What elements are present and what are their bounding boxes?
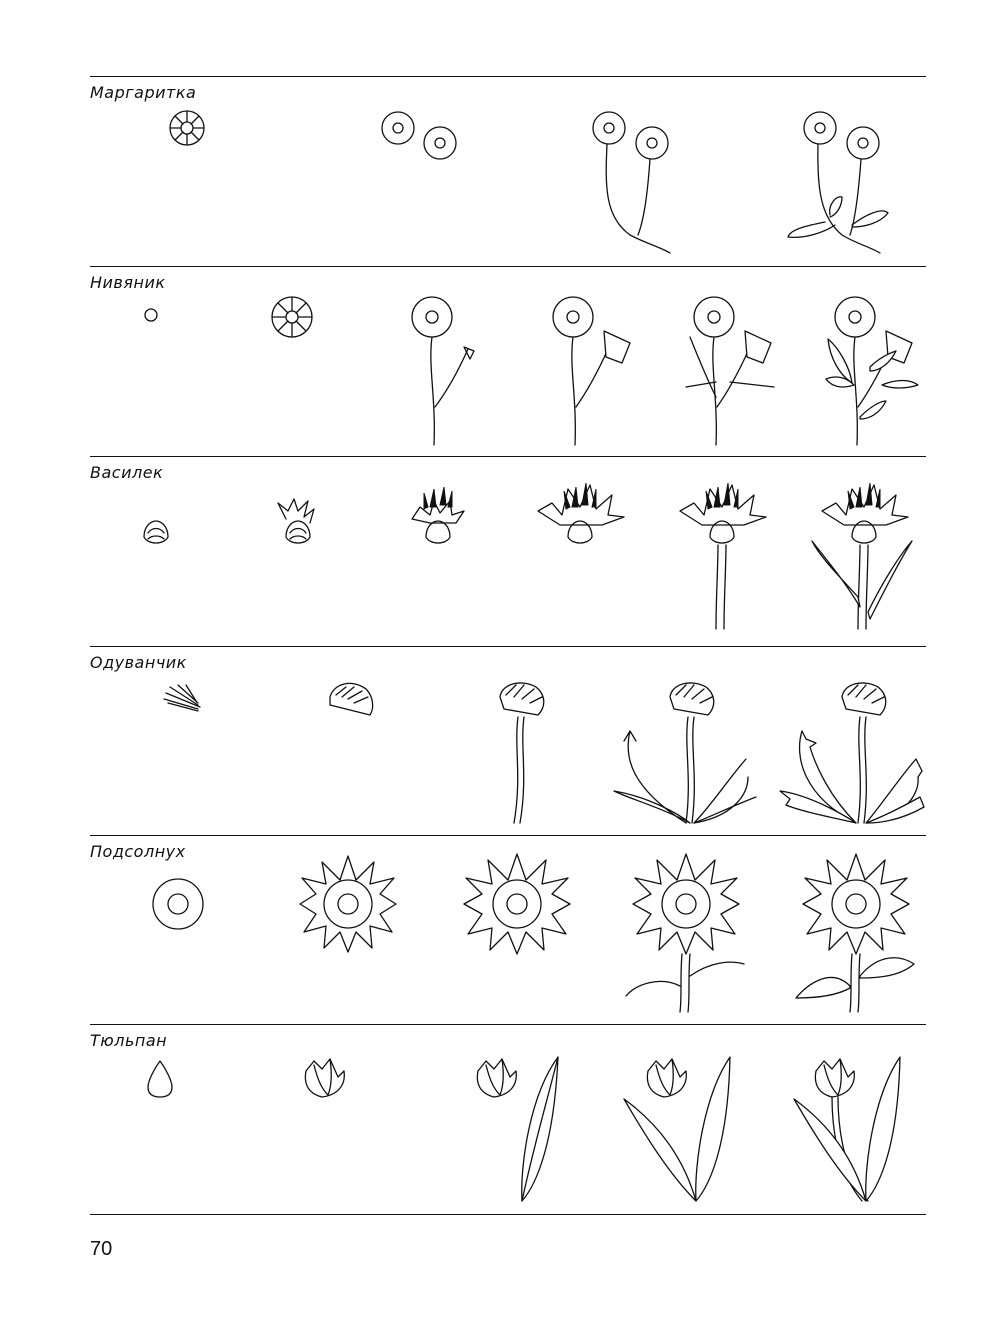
cornflower-stage-3 <box>412 487 464 543</box>
bottom-rule <box>90 1214 926 1215</box>
sunflower-stage-2 <box>300 856 396 952</box>
oxeye-stage-4 <box>553 297 630 445</box>
section-tyulpan <box>90 1025 926 1213</box>
oxeye-stage-3 <box>412 297 474 445</box>
oxeye-stage-6 <box>826 297 918 445</box>
section-oduvanchik <box>90 647 926 835</box>
sunflower-stage-3 <box>464 854 570 954</box>
drawing-stages <box>90 647 926 835</box>
dandelion-stage-5 <box>780 683 924 823</box>
dandelion-stage-1 <box>164 685 200 711</box>
dandelion-stage-4 <box>614 683 756 823</box>
drawing-stages <box>90 457 926 645</box>
oxeye-stage-1 <box>145 309 157 321</box>
cornflower-stage-6 <box>812 483 912 629</box>
dandelion-stage-2 <box>330 683 373 715</box>
section-podsolnukh <box>90 836 926 1024</box>
sunflower-stage-4 <box>626 854 744 1012</box>
section-title: Подсолнух <box>90 842 186 861</box>
sunflower-stage-1 <box>153 879 203 929</box>
tulip-stage-2 <box>305 1059 344 1097</box>
section-title: Одуванчик <box>90 653 187 672</box>
oxeye-stage-5 <box>686 297 774 445</box>
section-nivyanik <box>90 267 926 455</box>
section-title: Василек <box>90 463 164 482</box>
cornflower-stage-5 <box>680 483 766 629</box>
section-title: Нивяник <box>90 273 166 292</box>
tulip-stage-5 <box>794 1057 900 1201</box>
daisy-stage-1 <box>170 111 204 145</box>
tulip-stage-4 <box>624 1057 730 1201</box>
page-number: 70 <box>90 1238 113 1260</box>
tulip-stage-3 <box>477 1057 558 1201</box>
oxeye-stage-2 <box>272 297 312 337</box>
daisy-stage-2 <box>382 112 456 159</box>
drawing-stages <box>90 836 926 1024</box>
cornflower-stage-2 <box>278 499 314 543</box>
cornflower-stage-4 <box>538 483 624 543</box>
section-vasilek <box>90 457 926 645</box>
daisy-stage-4 <box>788 112 888 253</box>
section-margaritka <box>90 77 926 265</box>
cornflower-stage-1 <box>144 521 168 543</box>
drawing-stages <box>90 1025 926 1213</box>
daisy-stage-3 <box>593 112 670 253</box>
sunflower-stage-5 <box>796 854 914 1012</box>
tulip-stage-1 <box>148 1061 172 1097</box>
section-title: Маргаритка <box>90 83 197 102</box>
section-title: Тюльпан <box>90 1031 168 1050</box>
drawing-stages <box>90 77 926 265</box>
dandelion-stage-3 <box>500 683 544 823</box>
drawing-stages <box>90 267 926 455</box>
